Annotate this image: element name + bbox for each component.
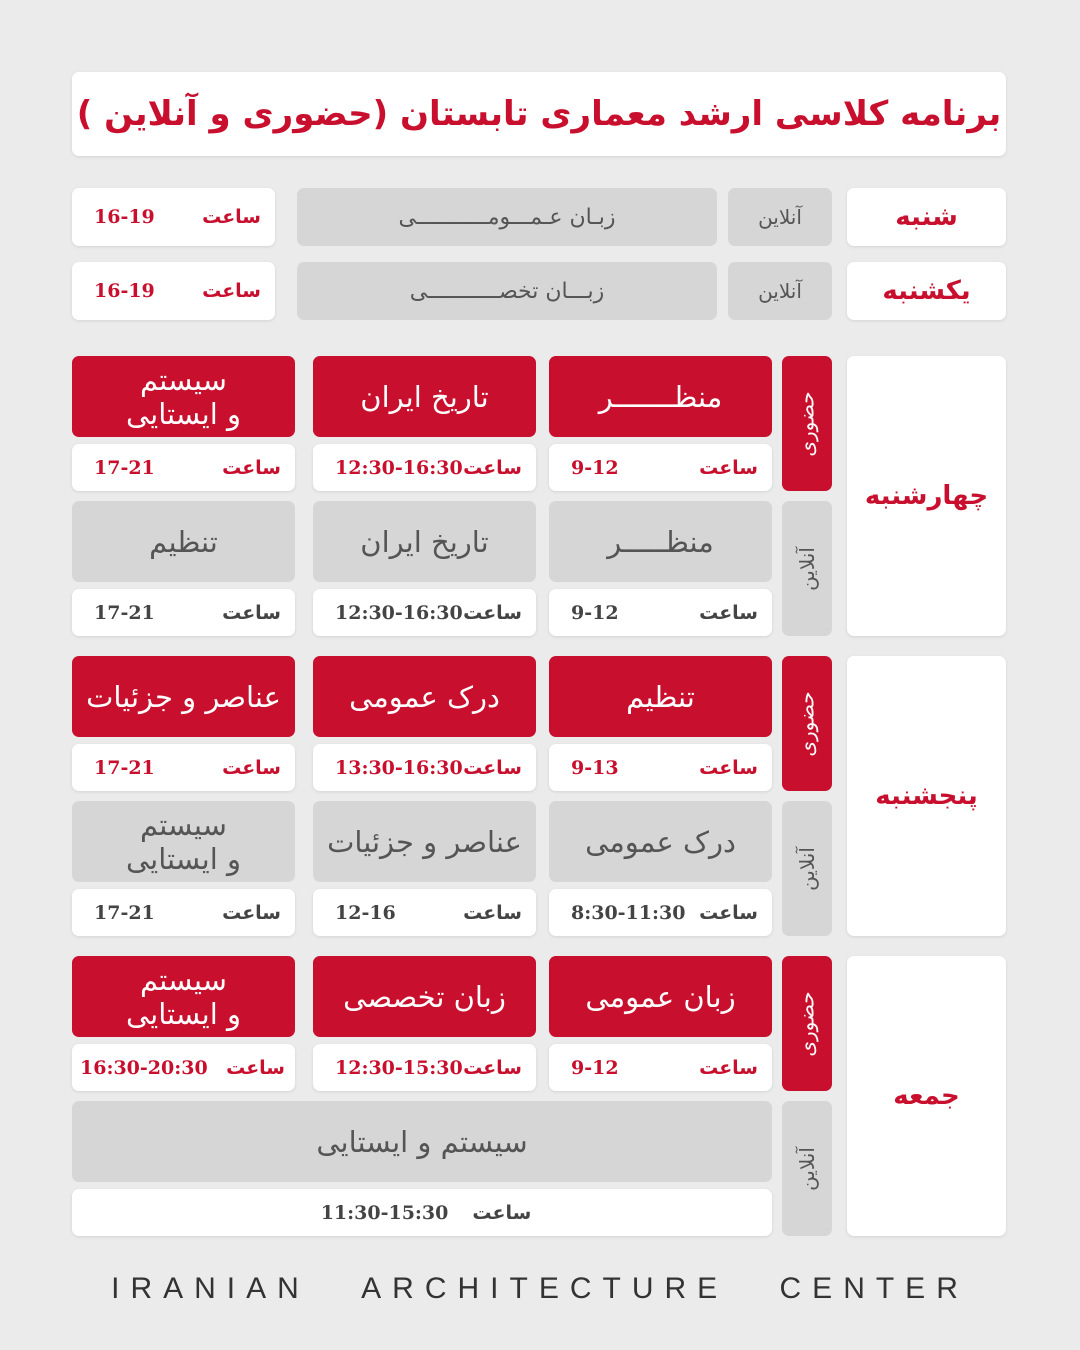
day-sunday — [847, 262, 1006, 320]
time-card — [72, 889, 295, 936]
course-label-line1: سیستم — [140, 807, 227, 842]
course-card — [549, 801, 772, 882]
time-card — [549, 889, 772, 936]
course-card — [313, 956, 536, 1037]
course-card — [72, 801, 295, 882]
time-label: ساعت — [463, 901, 522, 924]
course-label: زبـان عـمـــومـــــــــــی — [398, 204, 616, 230]
day-label: شنبه — [895, 202, 958, 232]
course-card — [549, 656, 772, 737]
time-label: ساعت — [472, 1201, 532, 1224]
course-label: زبـــان تخصـــــــــــی — [409, 278, 605, 304]
time-label: ساعت — [226, 1056, 285, 1079]
day-label: پنجشنبه — [875, 781, 978, 811]
online-label-friday — [782, 1101, 832, 1236]
time-label: ساعت — [222, 456, 281, 479]
time-card — [549, 1044, 772, 1091]
time-value: 16-19 — [94, 206, 155, 228]
time-label: ساعت — [202, 206, 261, 228]
course-card — [72, 501, 295, 582]
time-value: 16:30-20:30 — [80, 1056, 208, 1079]
time-value: 12:30-16:30 — [335, 456, 463, 479]
course-card — [313, 656, 536, 737]
time-label: ساعت — [463, 456, 522, 479]
mode-label: آنلاین — [794, 846, 819, 891]
course-label-line2: و ایستایی — [125, 396, 242, 431]
course-label: منظـــــــر — [598, 379, 723, 414]
course-label-line1: سیستم — [140, 962, 227, 997]
time-value: 12:30-16:30 — [335, 601, 463, 624]
time-label: ساعت — [463, 756, 522, 779]
course-sunday — [297, 262, 717, 320]
day-friday — [847, 956, 1006, 1236]
course-label-line2: و ایستایی — [125, 996, 242, 1031]
inperson-label-thursday — [782, 656, 832, 791]
online-label-wednesday — [782, 501, 832, 636]
course-card-wide — [72, 1101, 772, 1182]
time-value: 9-12 — [571, 601, 619, 624]
mode-label: حضوری — [795, 990, 820, 1057]
time-card — [72, 444, 295, 491]
footer-brand — [0, 1272, 1080, 1306]
time-label: ساعت — [699, 901, 758, 924]
course-card — [72, 956, 295, 1037]
day-label: جمعه — [893, 1081, 960, 1111]
time-value: 9-12 — [571, 1056, 619, 1079]
course-card — [72, 356, 295, 437]
course-card — [313, 801, 536, 882]
course-label: درک عمومی — [585, 824, 736, 859]
time-label: ساعت — [699, 601, 758, 624]
time-card — [549, 744, 772, 791]
day-label: یکشنبه — [882, 276, 971, 306]
day-label: چهارشنبه — [864, 481, 989, 511]
time-sunday — [72, 262, 275, 320]
time-value: 13:30-16:30 — [335, 756, 463, 779]
time-card — [313, 1044, 536, 1091]
time-card — [313, 744, 536, 791]
time-value: 8:30-11:30 — [571, 901, 686, 924]
mode-label: حضوری — [795, 390, 820, 457]
day-wednesday — [847, 356, 1006, 636]
time-card — [72, 589, 295, 636]
course-label: تاریخ ایران — [360, 379, 489, 414]
course-card — [72, 656, 295, 737]
time-label: ساعت — [463, 601, 522, 624]
course-card — [549, 956, 772, 1037]
time-label: ساعت — [463, 1056, 522, 1079]
footer-word: IRANIAN — [111, 1272, 310, 1305]
time-card — [549, 589, 772, 636]
mode-sunday — [728, 262, 832, 320]
time-label: ساعت — [699, 1056, 758, 1079]
time-card — [313, 589, 536, 636]
time-value: 11:30-15:30 — [320, 1201, 449, 1224]
time-label: ساعت — [222, 901, 281, 924]
time-label: ساعت — [222, 601, 281, 624]
time-label: ساعت — [699, 756, 758, 779]
time-saturday — [72, 188, 275, 246]
time-card — [72, 1044, 295, 1091]
time-label: ساعت — [699, 456, 758, 479]
footer-word: ARCHITECTURE — [361, 1272, 729, 1305]
course-card — [549, 501, 772, 582]
course-label: تنظیم — [149, 524, 218, 559]
time-value: 17-21 — [94, 456, 155, 479]
time-label: ساعت — [222, 756, 281, 779]
course-saturday — [297, 188, 717, 246]
page-title: برنامه کلاسی ارشد معماری تابستان (حضوری و آنلاین ) — [76, 94, 1002, 134]
course-label: منظـــــر — [607, 524, 714, 559]
time-card — [72, 744, 295, 791]
course-label: تنظیم — [626, 679, 695, 714]
time-card — [549, 444, 772, 491]
course-label: عناصر و جزئیات — [327, 824, 522, 859]
course-label: درک عمومی — [349, 679, 500, 714]
time-label: ساعت — [202, 280, 261, 302]
course-label: زبان تخصصی — [343, 979, 506, 1014]
course-card — [313, 356, 536, 437]
course-card — [549, 356, 772, 437]
course-label: تاریخ ایران — [360, 524, 489, 559]
time-value: 9-12 — [571, 456, 619, 479]
course-label: زبان عمومی — [585, 979, 736, 1014]
inperson-label-wednesday — [782, 356, 832, 491]
mode-label: حضوری — [795, 690, 820, 757]
time-value: 9-13 — [571, 756, 619, 779]
time-card — [313, 444, 536, 491]
footer-word: CENTER — [779, 1272, 969, 1305]
day-thursday — [847, 656, 1006, 936]
time-value: 17-21 — [94, 756, 155, 779]
course-card — [313, 501, 536, 582]
time-card — [313, 889, 536, 936]
title-card — [72, 72, 1006, 156]
inperson-label-friday — [782, 956, 832, 1091]
mode-label: آنلاین — [794, 546, 819, 591]
course-label: عناصر و جزئیات — [86, 679, 281, 714]
course-label: سیستم و ایستایی — [316, 1124, 528, 1159]
time-value: 16-19 — [94, 280, 155, 302]
time-value: 12:30-15:30 — [335, 1056, 463, 1079]
time-value: 17-21 — [94, 601, 155, 624]
time-card-wide — [72, 1189, 772, 1236]
mode-label: آنلاین — [758, 205, 802, 229]
time-value: 12-16 — [335, 901, 396, 924]
mode-saturday — [728, 188, 832, 246]
mode-label: آنلاین — [794, 1146, 819, 1191]
day-saturday — [847, 188, 1006, 246]
course-label-line2: و ایستایی — [125, 841, 242, 876]
online-label-thursday — [782, 801, 832, 936]
mode-label: آنلاین — [758, 279, 802, 303]
course-label-line1: سیستم — [140, 362, 227, 397]
time-value: 17-21 — [94, 901, 155, 924]
